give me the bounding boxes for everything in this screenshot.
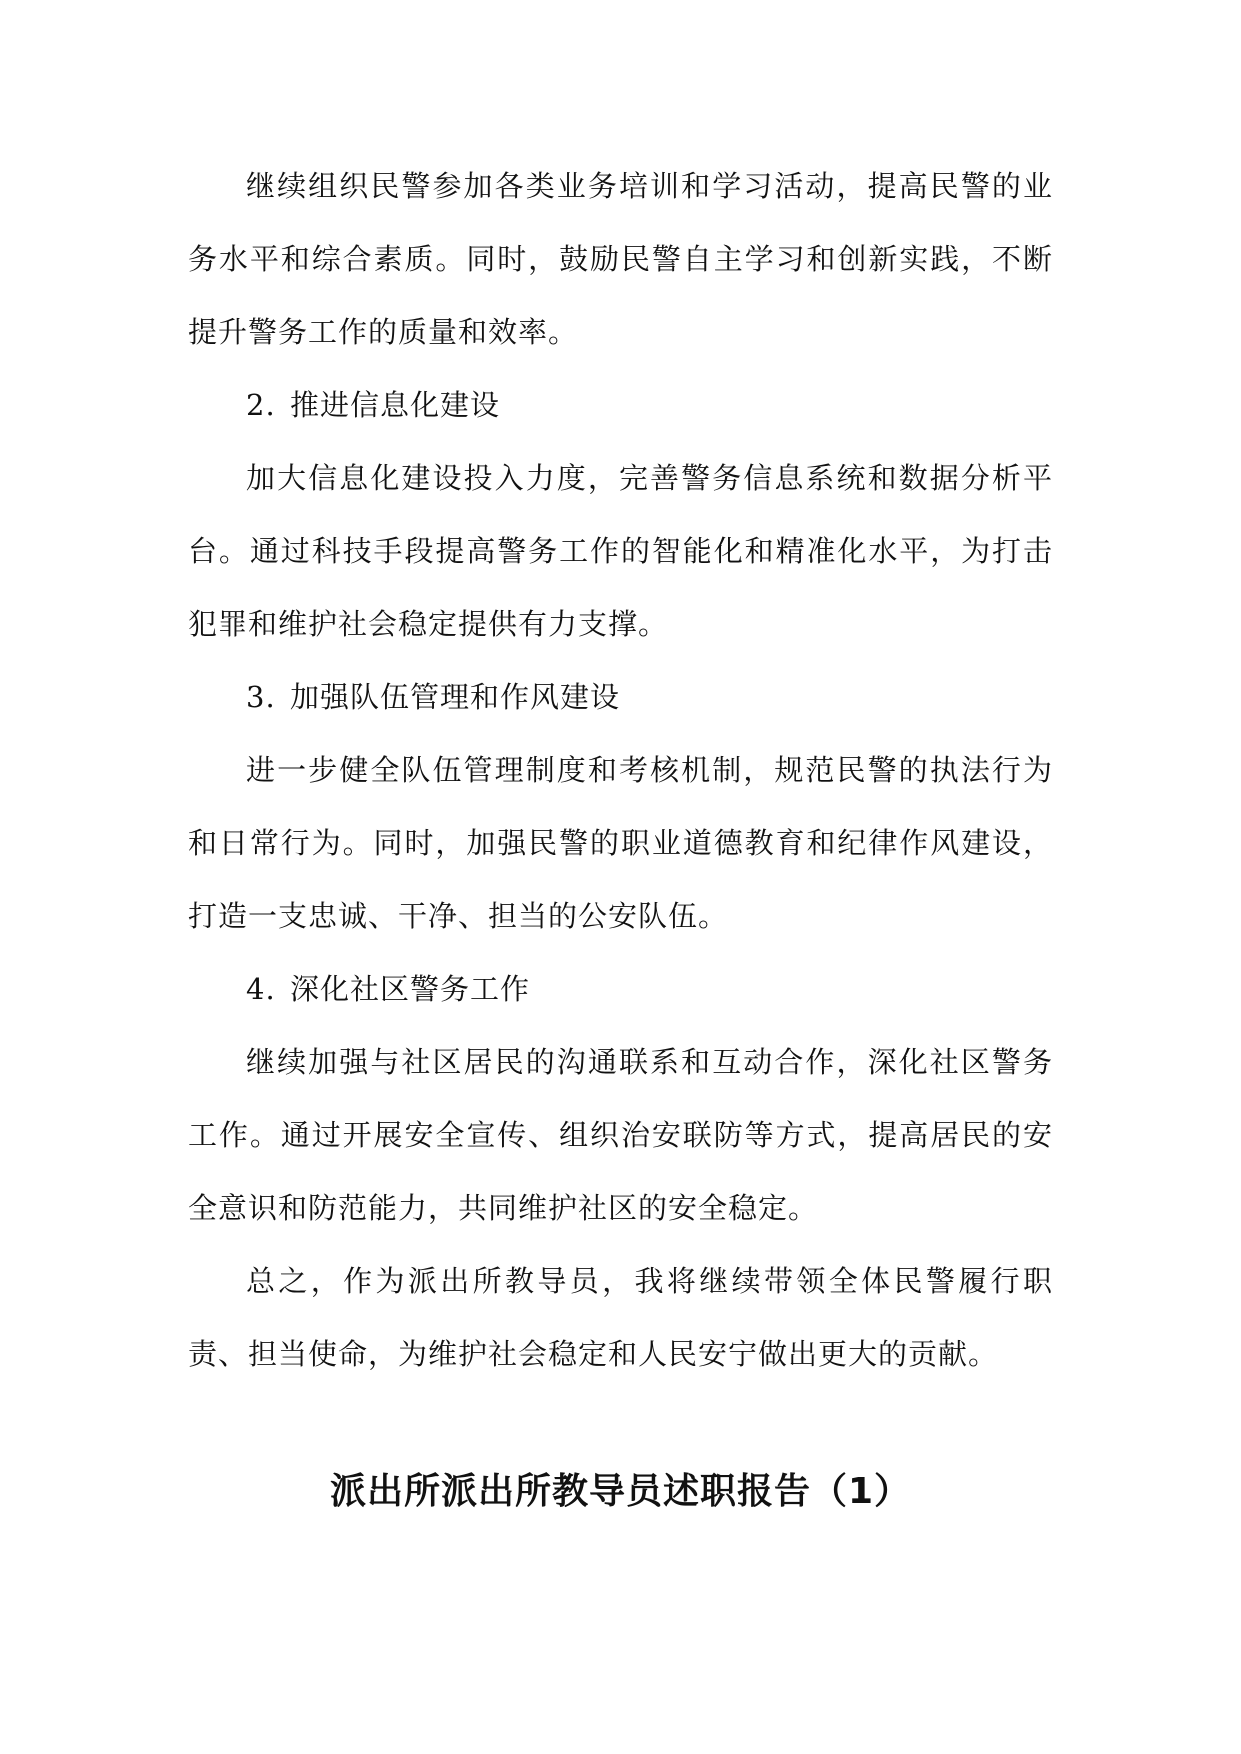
section-heading-team-management (188, 661, 1053, 734)
section-heading-informatization (188, 369, 1053, 442)
section-heading-text: 推进信息化建设 (290, 388, 501, 422)
paragraph-community-policing: 继续加强与社区居民的沟通联系和互动合作，深化社区警务工作。通过开展安全宣传、组织治安联防等方式，提高居民的安全意识和防范能力，共同维护社区的安全稳定。 (188, 1045, 1053, 1225)
section-heading-text: 深化社区警务工作 (290, 972, 531, 1006)
section-heading-community-policing (188, 953, 1053, 1026)
document-body (188, 150, 1053, 1391)
section-number: 2. (246, 388, 276, 422)
paragraph-informatization: 加大信息化建设投入力度，完善警务信息系统和数据分析平台。通过科技手段提高警务工作的智能化和精准化水平，为打击犯罪和维护社会稳定提供有力支撑。 (188, 461, 1053, 641)
paragraph-training: 继续组织民警参加各类业务培训和学习活动，提高民警的业务水平和综合素质。同时，鼓励民警自主学习和创新实践，不断提升警务工作的质量和效率。 (188, 169, 1053, 349)
section-number: 4. (246, 972, 276, 1006)
section-heading-text: 加强队伍管理和作风建设 (290, 680, 621, 714)
paragraph-team-management: 进一步健全队伍管理制度和考核机制，规范民警的执法行为和日常行为。同时，加强民警的职业道德教育和纪律作风建设，打造一支忠诚、干净、担当的公安队伍。 (188, 753, 1053, 933)
section-number: 3. (246, 680, 276, 714)
report-title: 派出所派出所教导员述职报告（1） (329, 1471, 912, 1512)
paragraph-conclusion: 总之，作为派出所教导员，我将继续带领全体民警履行职责、担当使命，为维护社会稳定和人民安宁做出更大的贡献。 (188, 1264, 1053, 1371)
